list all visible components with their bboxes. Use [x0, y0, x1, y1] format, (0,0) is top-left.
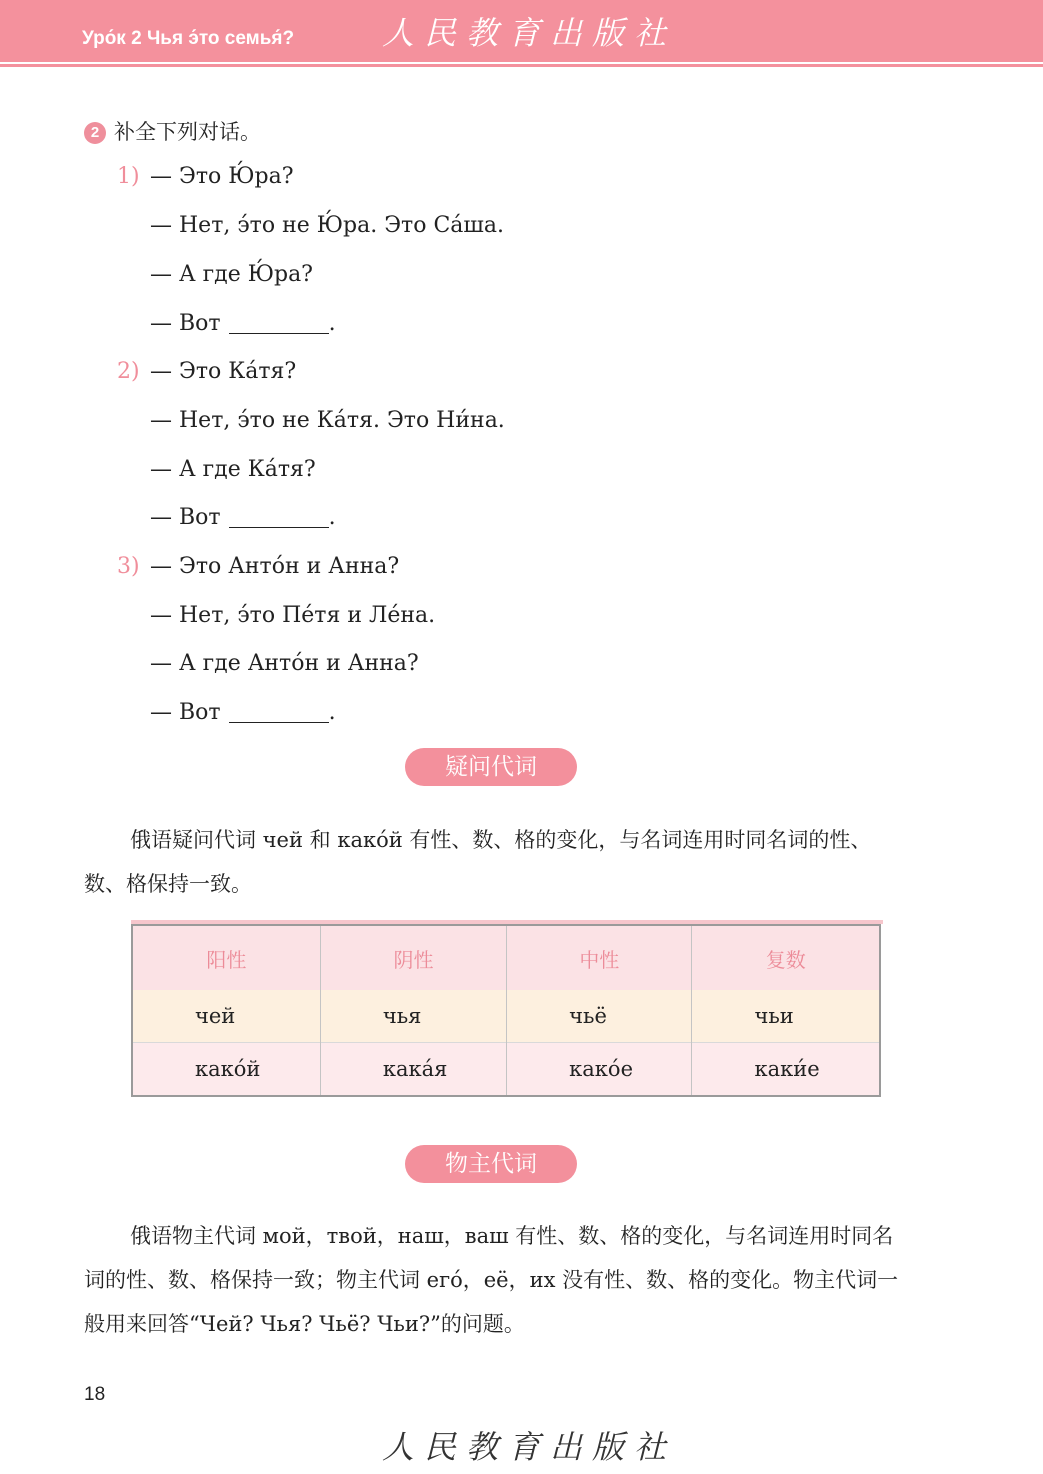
dialogue-line: — Это Ка́тя? [150, 359, 297, 384]
page-number: 18 [84, 1384, 106, 1405]
publisher-logo-top: 人民教育出版社 [382, 14, 677, 52]
pronoun-table [131, 920, 883, 1097]
table-cell: каки́е [692, 1043, 880, 1097]
dialogue-line: — Нет, э́то не Ю́ра. Это Са́ша. [150, 213, 504, 238]
table-cell: чей [132, 990, 320, 1043]
answer-blank[interactable] [229, 311, 329, 334]
table-cell: чьи [692, 990, 880, 1043]
table-cell: како́е [507, 1043, 692, 1097]
dialogue-line: — Это Анто́н и Анна? [150, 554, 400, 579]
exercise-instruction: 补全下列对话。 [114, 120, 261, 144]
dialogue-line-answer: — Вот . [150, 700, 336, 725]
dialogue-line: — Нет, э́то Пе́тя и Ле́на. [150, 603, 436, 628]
section-paragraph: 俄语物主代词 мой，твой，наш，ваш 有性、数、格的变化，与名词连用时同名词的性、数、格保持一致；物主代词 его́，её，их 没有性、数、格的变化。物主代词一般用来回答“Чей? Чья? Чьё? Чьи?”的问题。 [84, 1224, 899, 1336]
table-cell: кака́я [320, 1043, 506, 1097]
table-header: 阳性 [132, 925, 320, 990]
table-cell: како́й [132, 1043, 320, 1097]
dialogue-number: 2) [117, 359, 140, 384]
header-divider [0, 64, 1043, 67]
dialogue-line-answer: — Вот . [150, 505, 336, 530]
exercise-heading [84, 116, 261, 146]
table-row [132, 1043, 880, 1097]
dialogue-line: — А где Ю́ра? [150, 262, 313, 287]
table-cell: чьё [507, 990, 692, 1043]
dialogue-line: — Это Ю́ра? [150, 164, 294, 189]
section-title-interrogative-pronouns: 疑问代词 [405, 748, 577, 786]
table-header: 阴性 [320, 925, 506, 990]
answer-blank[interactable] [229, 505, 329, 528]
dialogue-line-answer: — Вот . [150, 311, 336, 336]
dialogue-number: 3) [117, 554, 140, 579]
publisher-logo-bottom: 人民教育出版社 [382, 1428, 677, 1466]
table-row [132, 990, 880, 1043]
dialogue-line: — А где Анто́н и Анна? [150, 651, 419, 676]
table-cell: чья [320, 990, 506, 1043]
table-header: 中性 [507, 925, 692, 990]
answer-blank[interactable] [229, 700, 329, 723]
dialogue-number: 1) [117, 164, 140, 189]
section-paragraph: 俄语疑问代词 чей 和 како́й 有性、数、格的变化，与名词连用时同名词的性、数、格保持一致。 [84, 828, 872, 896]
exercise-number: 2 [84, 122, 106, 144]
table-header: 复数 [692, 925, 880, 990]
section-title-possessive-pronouns: 物主代词 [405, 1145, 577, 1183]
lesson-title: Уро́к 2 Чья э́то семья́? [82, 28, 295, 49]
dialogue-line: — Нет, э́то не Ка́тя. Это Ни́на. [150, 408, 505, 433]
dialogue-line: — А где Ка́тя? [150, 457, 316, 482]
